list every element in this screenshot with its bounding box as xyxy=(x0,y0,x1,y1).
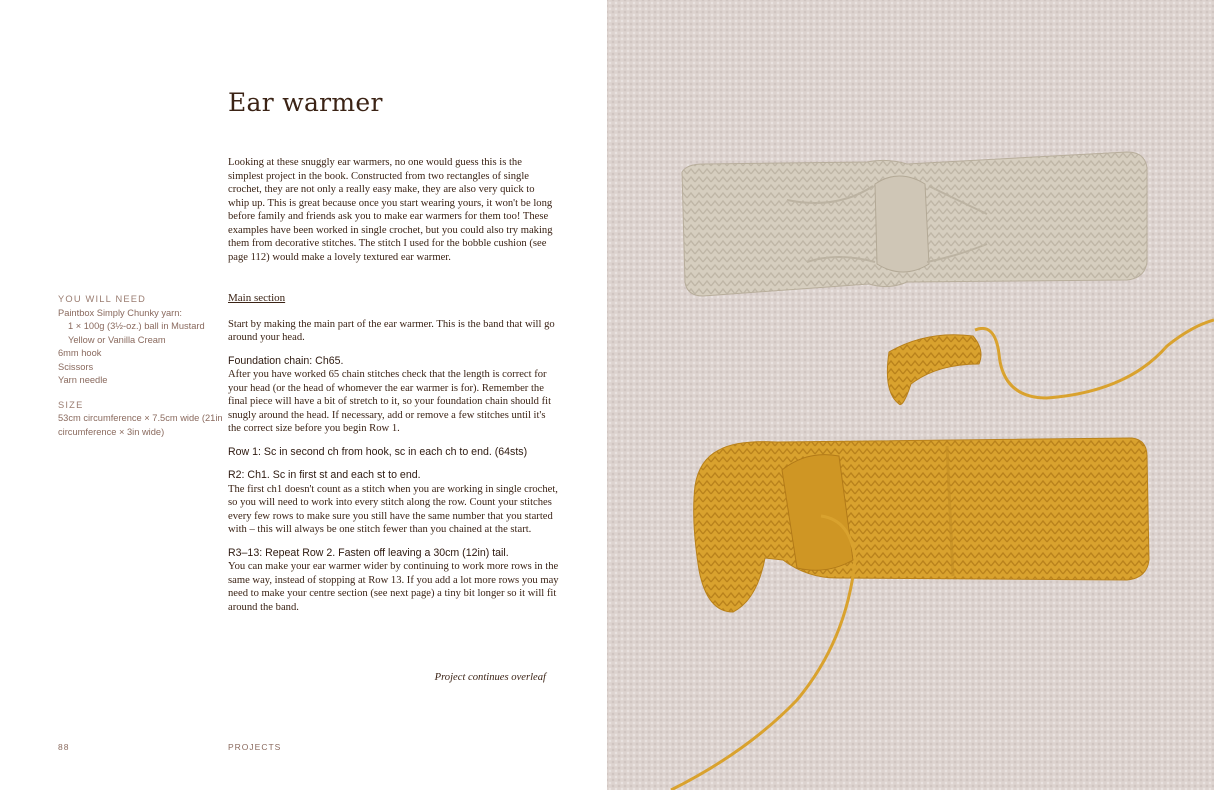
mustard-strip xyxy=(887,320,1214,405)
size-heading: SIZE xyxy=(58,399,84,410)
instructions xyxy=(228,292,560,614)
materials-item: Yarn needle xyxy=(58,375,108,385)
r2-heading: R2: Ch1. Sc in first st and each st to end. xyxy=(228,469,421,481)
r3-text: You can make your ear warmer wider by continuing to work more rows in the same way, instead of stopping at Row 13. If you add a lot more rows you may need to make your centre section (see next page) a tiny bit longer so it will fit around the band. xyxy=(228,561,559,613)
continues-note: Project continues overleaf xyxy=(434,672,546,683)
size-text: 53cm circumference × 7.5cm wide (21in circumference × 3in wide) xyxy=(58,413,223,437)
materials-item: Scissors xyxy=(58,361,94,372)
ear-warmer-photo xyxy=(607,0,1214,790)
materials-item: 6mm hook xyxy=(58,348,102,358)
cream-ear-warmer xyxy=(682,152,1147,296)
you-will-need-heading: YOU WILL NEED xyxy=(58,294,147,304)
section-intro: Start by making the main part of the ear warmer. This is the band that will go around your head. xyxy=(228,318,555,343)
running-footer: PROJECTS xyxy=(228,742,282,752)
page-number: 88 xyxy=(58,742,70,752)
intro-paragraph: Looking at these snuggly ear warmers, no one would guess this is the simplest project in the book. Constructed from two rectangles of single crochet, they are not only a really easy make, they are also very quick to whip up. This is great because once you start wearing yours, it won't be long before family and friends ask you to make ear warmers for them too! These examples have been worked in single crochet, but you could also try making them from decorative stitches. The stitch I used for the bobble cushion (see page 112) would make a lovely textured ear warmer. xyxy=(228,157,553,263)
materials-item: 1 × 100g (3½-oz.) ball in Mustard Yellow or Vanilla Cream xyxy=(68,321,205,345)
foundation-heading: Foundation chain: Ch65. xyxy=(228,354,344,367)
page-title: Ear warmer xyxy=(228,88,383,117)
materials-sidebar xyxy=(58,293,223,439)
materials-item: Paintbox Simply Chunky yarn: xyxy=(58,307,183,318)
main-section-heading: Main section xyxy=(228,292,286,304)
crochet-illustration xyxy=(607,0,1214,790)
row1-instruction: Row 1: Sc in second ch from hook, sc in each ch to end. (64sts) xyxy=(228,445,528,458)
r2-text: The first ch1 doesn't count as a stitch when you are working in single crochet, so you will need to work into every stitch along the row. Count your stitches every few rows to make sure you still have the same number that you started with – this will always be one stitch fewer than you chained at the start. xyxy=(228,483,558,535)
mustard-ear-warmer xyxy=(671,438,1149,790)
r3-heading: R3–13: Repeat Row 2. Fasten off leaving a 30cm (12in) tail. xyxy=(228,546,509,559)
foundation-text: After you have worked 65 chain stitches check that the length is correct for your head (or the head of whomever the ear warmer is for). Remember the final piece will have a bit of stretch to it, so your foundation chain should fit snugly around the head. If necessary, add or remove a few stitches until it's the correct size before you begin Row 1. xyxy=(228,369,552,434)
